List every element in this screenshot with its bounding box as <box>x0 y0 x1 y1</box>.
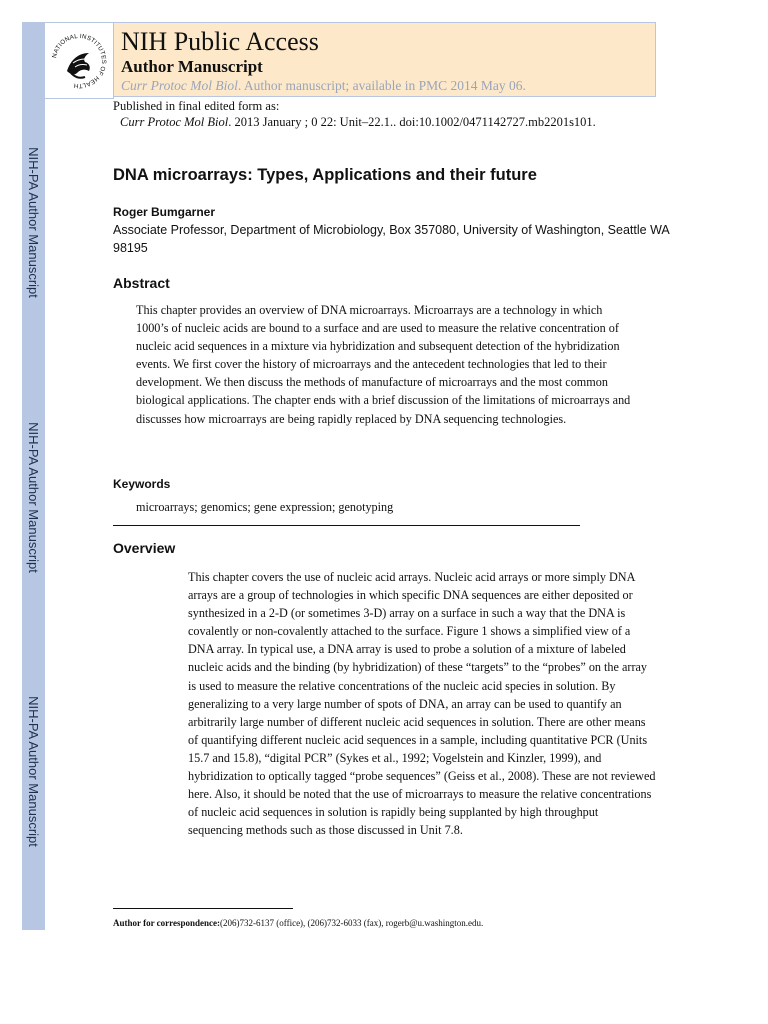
published-label: Published in final edited form as: <box>113 99 280 113</box>
banner-availability <box>121 77 648 95</box>
nih-logo <box>45 22 114 99</box>
sidebar-label: NIH-PA Author Manuscript <box>26 695 42 847</box>
nih-seal-icon <box>45 23 113 98</box>
footnote-label: Author for correspondence: <box>113 918 220 928</box>
abstract-heading: Abstract <box>113 275 170 291</box>
footnote-divider <box>113 908 293 909</box>
abstract-text: This chapter provides an overview of DNA microarrays. Microarrays are a technology in which 1000’s of nucleic acids are bound to a surface and are used to measure the relative concentration of nucleic acid sequences in a mixture via hybridization and subsequent detection of the hybridization events. We first cover the history of microarrays and the antecedent technologies that led to their development. We then discuss the methods of manufacture of microarrays and the most common biological applications. The chapter ends with a brief discussion of the limitations of microarrays and discusses how microarrays are being rapidly replaced by DNA sequencing technologies. <box>136 303 631 426</box>
sidebar-label: NIH-PA Author Manuscript <box>26 421 42 573</box>
nih-pa-sidebar <box>22 22 45 930</box>
citation-journal: Curr Protoc Mol Biol <box>120 115 229 129</box>
citation-details: . 2013 January ; 0 22: Unit–22.1.. doi:10.1002/0471142727.mb2201s101. <box>228 115 596 129</box>
logo-ring-text: NATIONAL INSTITUTES OF HEALTH <box>51 32 108 90</box>
banner-subtitle: Author Manuscript <box>121 57 263 76</box>
banner-journal: Curr Protoc Mol Biol <box>121 78 238 93</box>
keywords-text: microarrays; genomics; gene expression; genotyping <box>136 500 394 514</box>
publication-info <box>113 98 673 130</box>
banner-title: NIH Public Access <box>121 27 319 56</box>
keywords-heading: Keywords <box>113 477 171 491</box>
citation <box>113 114 673 130</box>
nih-header-banner <box>113 22 656 97</box>
article-title: DNA microarrays: Types, Applications and their future <box>113 166 537 184</box>
author-affiliation: Associate Professor, Department of Microbiology, Box 357080, University of Washington, Seattle WA 98195 <box>113 223 670 255</box>
banner-availability-text: . Author manuscript; available in PMC 2014 May 06. <box>237 78 526 93</box>
sidebar-label: NIH-PA Author Manuscript <box>26 146 42 298</box>
author-name: Roger Bumgarner <box>113 205 216 219</box>
correspondence-footnote <box>113 918 713 928</box>
overview-text: This chapter covers the use of nucleic acid arrays. Nucleic acid arrays or more simply DNA arrays are a group of technologies in which specific DNA sequences are either deposited or synthesized in a 2-D (or sometimes 3-D) array on a surface in such a way that the DNA is covalently or non-covalently attached to the surface. Figure 1 shows a simplified view of a DNA array. In typical use, a DNA array is used to probe a solution of a mixture of labeled nucleic acids and the binding (by hybridization) of these “targets” to the “probes” on the array is used to measure the relative concentrations of the nucleic acid species in solution. By generalizing to a very large number of spots of DNA, an array can be used to quantify an arbitrarily large number of different nucleic acid sequences in solution. There are other means of quantifying different nucleic acid sequences in a sample, including quantitative PCR (Units 15.7 and 15.8), “digital PCR” (Sykes et al., 1992; Vogelstein and Kinzler, 1999), and hybridization to optically tagged “probe sequences” (Geiss et al., 2008). These are not reviewed here. Also, it should be noted that the use of microarrays to measure the relative concentrations of nucleic acid sequences in solution is rapidly being supplanted by high throughput sequencing methods such as those discussed in Unit 7.8. <box>188 570 656 838</box>
overview-heading: Overview <box>113 540 176 556</box>
section-divider <box>113 525 580 526</box>
footnote-contact: (206)732-6137 (office), (206)732-6033 (fax), rogerb@u.washington.edu. <box>220 918 484 928</box>
